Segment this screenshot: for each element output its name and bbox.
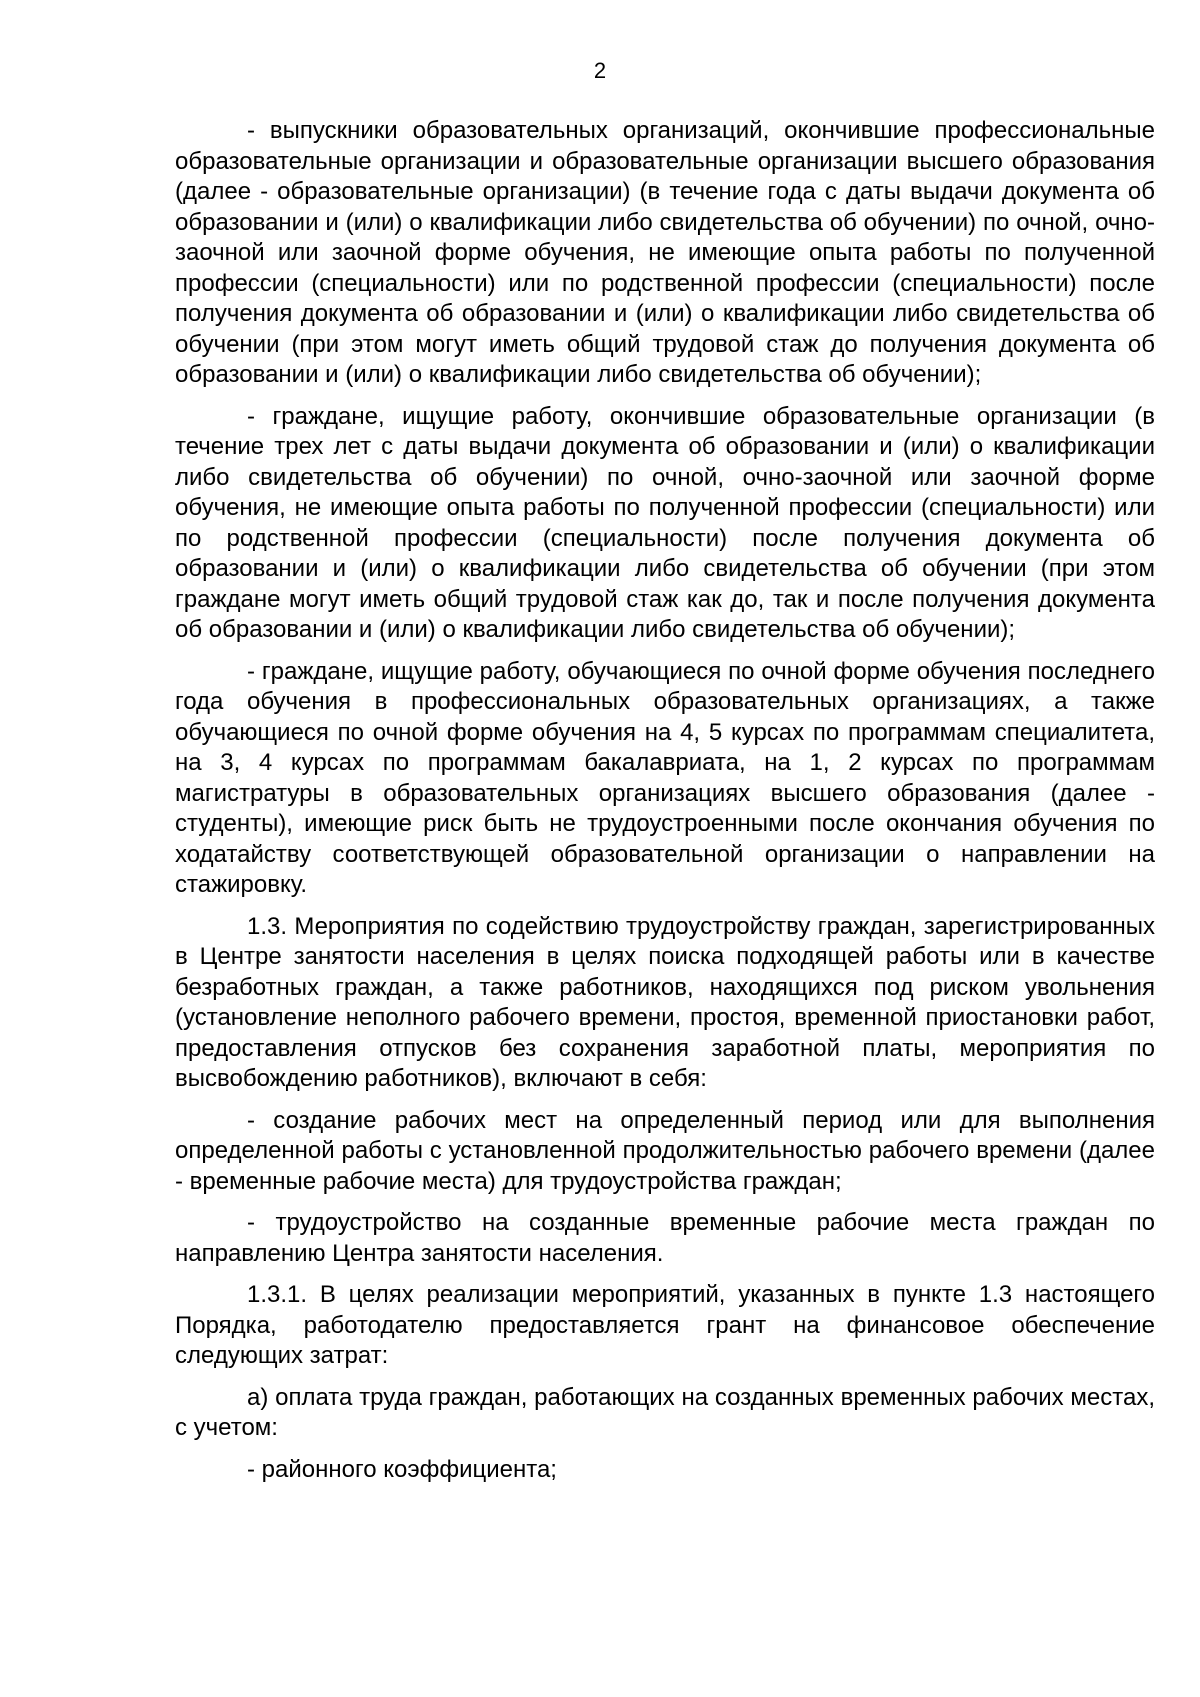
paragraph-graduates: - выпускники образовательных организаций, окончившие профессиональные образовательные организации и образовательные организации высшего образования (далее - образовательные организации) (в течение года с даты выдачи документа об образовании и (или) о квалификации либо свидетельства об обучении) по очной, очно-заочной или заочной форме обучения, не имеющие опыта работы по полученной профессии (специальности) или по родственной профессии (специальности) после получения документа об образовании и (или) о квалификации либо свидетельства об обучении (при этом могут иметь общий трудовой стаж до получения документа об образовании и (или) о квалификации либо свидетельства об обучении); <box>175 117 1155 388</box>
paragraph-regional-coefficient: - районного коэффициента; <box>247 1455 557 1483</box>
document-body <box>175 116 1155 1496</box>
paragraph-students: - граждане, ищущие работу, обучающиеся по очной форме обучения последнего года обучения в профессиональных образовательных организациях, а также обучающиеся по очной форме обучения на 4, 5 курсах по программам специалитета, на 3, 4 курсах по программам бакалавриата, на 1, 2 курсах по программам магистратуры в образовательных организациях высшего образования (далее - студенты), имеющие риск быть не трудоустроенными после окончания обучения по ходатайству соответствующей образовательной организации о направлении на стажировку. <box>175 657 1155 898</box>
page-number: 2 <box>593 58 607 83</box>
paragraph-temporary-jobs-creation: - создание рабочих мест на определенный период или для выполнения определенной работы с установленной продолжительностью рабочего времени (далее - временные рабочие места) для трудоустройства граждан; <box>175 1106 1155 1195</box>
paragraph-item-a: а) оплата труда граждан, работающих на созданных временных рабочих местах, с учетом: <box>175 1383 1155 1441</box>
paragraph-section-1-3: 1.3. Мероприятия по содействию трудоустройству граждан, зарегистрированных в Центре занятости населения в целях поиска подходящей работы или в качестве безработных граждан, а также работников, находящихся под риском увольнения (установление неполного рабочего времени, простоя, временной приостановки работ, предоставления отпусков без сохранения заработной платы, мероприятия по высвобождению работников), включают в себя: <box>175 912 1155 1092</box>
paragraph-employment-referral: - трудоустройство на созданные временные рабочие места граждан по направлению Центра занятости населения. <box>175 1209 1155 1267</box>
paragraph-job-seekers-graduated: - граждане, ищущие работу, окончившие образовательные организации (в течение трех лет с даты выдачи документа об образовании и (или) о квалификации либо свидетельства об обучении) по очной, очно-заочной или заочной форме обучения, не имеющие опыта работы по полученной профессии (специальности) или по родственной профессии (специальности) после получения документа об образовании и (или) о квалификации либо свидетельства об обучении (при этом граждане могут иметь общий трудовой стаж как до, так и после получения документа об образовании и (или) о квалификации либо свидетельства об обучении); <box>175 402 1155 643</box>
paragraph-section-1-3-1: 1.3.1. В целях реализации мероприятий, указанных в пункте 1.3 настоящего Порядка, работодателю предоставляется грант на финансовое обеспечение следующих затрат: <box>175 1281 1155 1369</box>
